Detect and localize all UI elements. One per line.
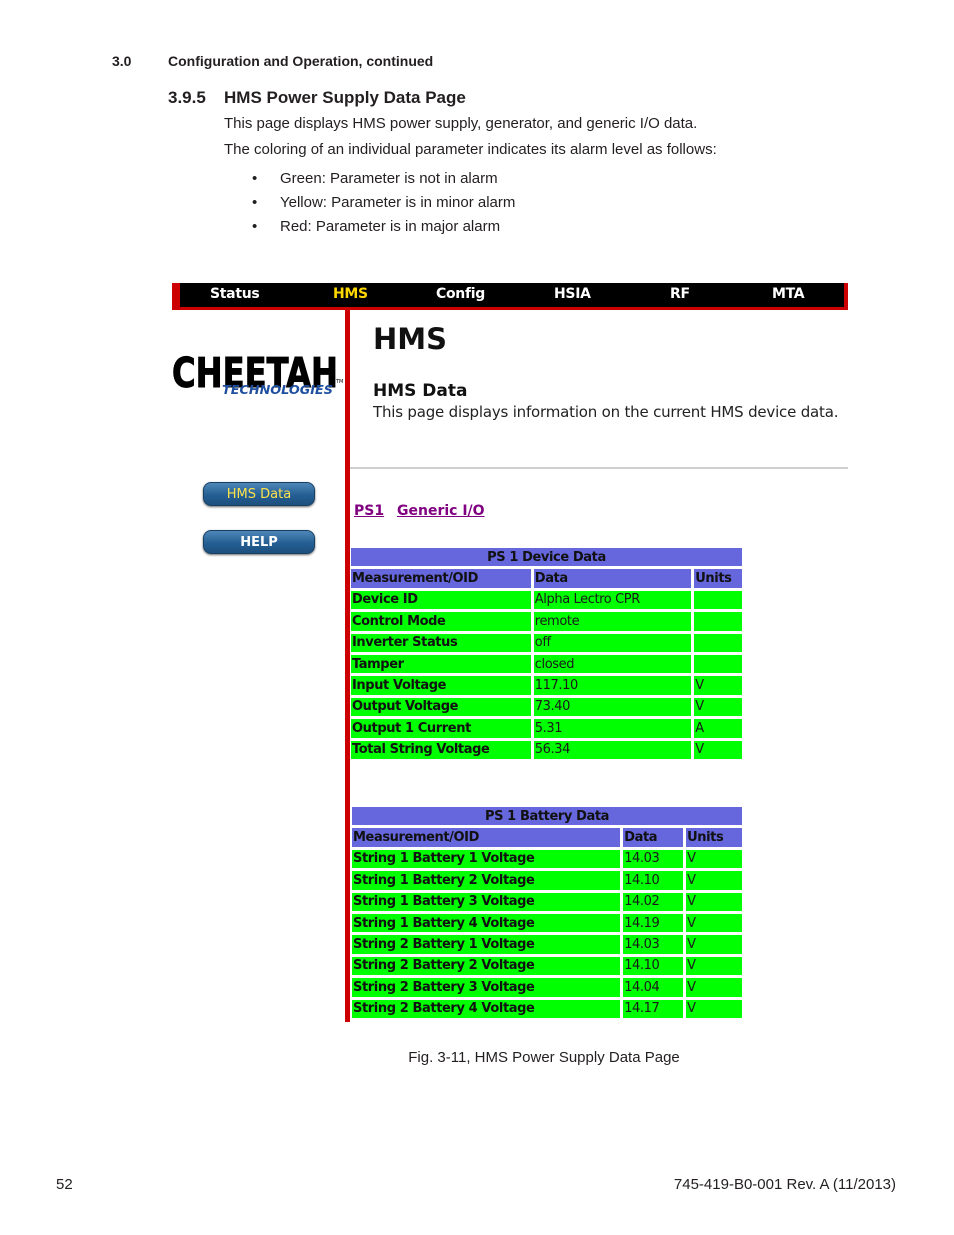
- table-row: [352, 850, 742, 868]
- nav-hms[interactable]: HMS: [333, 286, 368, 302]
- page-title: HMS: [373, 322, 448, 356]
- logo-trademark: TM: [336, 379, 344, 385]
- column-header: Data: [534, 569, 691, 587]
- unit-cell: V: [686, 957, 742, 975]
- section-title: Configuration and Operation, continued: [168, 53, 434, 69]
- unit-cell: V: [686, 978, 742, 996]
- measurement-cell: Tamper: [351, 655, 531, 673]
- bullet-glyph: •: [252, 194, 258, 211]
- divider-line: [350, 467, 848, 469]
- table-caption: PS 1 Device Data: [351, 548, 742, 566]
- unit-cell: V: [686, 935, 742, 953]
- tab-ps1[interactable]: PS1: [354, 503, 385, 519]
- unit-cell: V: [694, 676, 742, 694]
- measurement-cell: String 1 Battery 4 Voltage: [352, 914, 620, 932]
- unit-cell: V: [694, 741, 742, 759]
- unit-cell: V: [686, 850, 742, 868]
- measurement-cell: String 1 Battery 1 Voltage: [352, 850, 620, 868]
- unit-cell: [694, 591, 742, 609]
- measurement-cell: Output Voltage: [351, 698, 531, 716]
- measurement-cell: String 1 Battery 2 Voltage: [352, 871, 620, 889]
- table-row: [352, 1000, 742, 1018]
- unit-cell: [694, 612, 742, 630]
- value-cell: 14.04: [623, 978, 683, 996]
- figure-caption: Fig. 3-11, HMS Power Supply Data Page: [408, 1049, 680, 1066]
- nav-config[interactable]: Config: [436, 286, 485, 302]
- tab-generic-io[interactable]: Generic I/O: [397, 503, 485, 519]
- table-row: [351, 591, 742, 609]
- column-header: Measurement/OID: [352, 828, 620, 846]
- nav-rf[interactable]: RF: [670, 286, 690, 302]
- measurement-cell: String 2 Battery 4 Voltage: [352, 1000, 620, 1018]
- measurement-cell: String 2 Battery 1 Voltage: [352, 935, 620, 953]
- value-cell: 117.10: [534, 676, 691, 694]
- value-cell: 14.02: [623, 893, 683, 911]
- value-cell: 14.03: [623, 935, 683, 953]
- measurement-cell: Total String Voltage: [351, 741, 531, 759]
- table-row: [351, 676, 742, 694]
- nav-status[interactable]: Status: [210, 286, 260, 302]
- value-cell: 14.19: [623, 914, 683, 932]
- alarm-coloring-paragraph: The coloring of an individual parameter indicates its alarm level as follows:: [224, 141, 717, 158]
- nav-mta[interactable]: MTA: [772, 286, 805, 302]
- value-cell: 5.31: [534, 719, 691, 737]
- device-data-table: [348, 545, 745, 762]
- hms-data-button[interactable]: HMS Data: [203, 482, 315, 506]
- table-row: [352, 871, 742, 889]
- column-header: Units: [694, 569, 742, 587]
- measurement-cell: Device ID: [351, 591, 531, 609]
- subsection-title: HMS Power Supply Data Page: [224, 88, 466, 107]
- intro-paragraph: This page displays HMS power supply, generator, and generic I/O data.: [224, 115, 698, 132]
- column-header: Units: [686, 828, 742, 846]
- table-row: [352, 935, 742, 953]
- nav-hsia[interactable]: HSIA: [554, 286, 591, 302]
- page-number: 52: [56, 1176, 73, 1193]
- unit-cell: V: [686, 1000, 742, 1018]
- help-button[interactable]: HELP: [203, 530, 315, 554]
- unit-cell: V: [686, 893, 742, 911]
- list-item: [252, 170, 515, 194]
- unit-cell: [694, 634, 742, 652]
- value-cell: off: [534, 634, 691, 652]
- unit-cell: A: [694, 719, 742, 737]
- bullet-text: Green: Parameter is not in alarm: [280, 170, 498, 187]
- unit-cell: V: [686, 871, 742, 889]
- bullet-text: Red: Parameter is in major alarm: [280, 218, 501, 235]
- measurement-cell: String 2 Battery 3 Voltage: [352, 978, 620, 996]
- table-row: [351, 719, 742, 737]
- table-row: [352, 914, 742, 932]
- value-cell: 14.10: [623, 957, 683, 975]
- unit-cell: [694, 655, 742, 673]
- value-cell: 73.40: [534, 698, 691, 716]
- value-cell: 14.03: [623, 850, 683, 868]
- unit-cell: V: [694, 698, 742, 716]
- bullet-text: Yellow: Parameter is in minor alarm: [280, 194, 516, 211]
- value-cell: 14.17: [623, 1000, 683, 1018]
- document-id: 745-419-B0-001 Rev. A (11/2013): [673, 1176, 896, 1193]
- table-row: [352, 893, 742, 911]
- alarm-level-list: [252, 170, 515, 242]
- unit-cell: V: [686, 914, 742, 932]
- table-caption: PS 1 Battery Data: [352, 807, 742, 825]
- subsection-number: 3.9.5: [168, 88, 206, 107]
- table-row: [351, 612, 742, 630]
- measurement-cell: Control Mode: [351, 612, 531, 630]
- logo-sub-text: TECHNOLOGIES: [222, 383, 333, 397]
- battery-data-table: [349, 804, 745, 1021]
- table-row: [352, 978, 742, 996]
- bullet-glyph: •: [252, 218, 258, 235]
- measurement-cell: Output 1 Current: [351, 719, 531, 737]
- value-cell: closed: [534, 655, 691, 673]
- table-row: [351, 741, 742, 759]
- value-cell: Alpha Lectro CPR: [534, 591, 691, 609]
- column-header: Measurement/OID: [351, 569, 531, 587]
- table-row: [352, 957, 742, 975]
- measurement-cell: Input Voltage: [351, 676, 531, 694]
- section-heading: HMS Data: [373, 381, 468, 401]
- table-row: [351, 634, 742, 652]
- bullet-glyph: •: [252, 170, 258, 187]
- top-navigation-bar: [172, 283, 848, 307]
- measurement-cell: String 1 Battery 3 Voltage: [352, 893, 620, 911]
- section-number: 3.0: [112, 53, 132, 69]
- list-item: [252, 218, 515, 242]
- measurement-cell: String 2 Battery 2 Voltage: [352, 957, 620, 975]
- value-cell: 56.34: [534, 741, 691, 759]
- table-row: [351, 655, 742, 673]
- table-row: [351, 698, 742, 716]
- section-description: This page displays information on the current HMS device data.: [373, 403, 839, 421]
- list-item: [252, 194, 515, 218]
- cheetah-logo: [172, 345, 347, 405]
- value-cell: remote: [534, 612, 691, 630]
- measurement-cell: Inverter Status: [351, 634, 531, 652]
- logo-main-text: CHEETAH: [172, 349, 338, 397]
- value-cell: 14.10: [623, 871, 683, 889]
- column-header: Data: [623, 828, 683, 846]
